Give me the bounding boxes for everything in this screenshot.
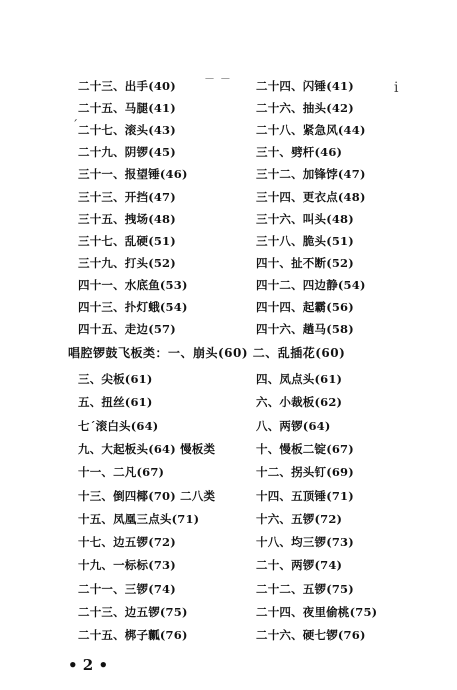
toc-entry: 十七、边五锣(72) xyxy=(78,535,176,550)
toc-entry: 二十四、夜里偷桃(75) xyxy=(256,605,378,619)
toc-entry: 二十八、紧急风(44) xyxy=(256,123,366,138)
toc-entry: 十六、五锣(72) xyxy=(256,511,343,526)
page-number: • 2 • xyxy=(68,656,109,674)
toc-entry: 四十二、四边静(54) xyxy=(256,277,366,292)
toc-entry: 六、小裁板(62) xyxy=(256,395,343,410)
toc-entry: 二十六、抽头(42) xyxy=(256,101,354,116)
toc-entry: 十一、二凡(67) xyxy=(78,465,165,480)
toc-entry: 三十八、脆头(51) xyxy=(256,233,354,248)
margin-mark: ⅰ xyxy=(394,80,399,96)
toc-entry: 三十九、打头(52) xyxy=(78,255,176,270)
toc-entry: 二十七、滚头(43) xyxy=(78,123,176,138)
toc-entry: 四、凤点头(61) xyxy=(256,372,343,386)
toc-entry: 四十一、水底鱼(53) xyxy=(78,277,188,292)
toc-entry: 三十三、开挡(47) xyxy=(78,189,176,204)
toc-entry: 十三、倒四椰(70) 二八类 xyxy=(78,488,216,503)
toc-entry: 三十六、叫头(48) xyxy=(256,211,354,226)
toc-entry: 三十五、拽场(48) xyxy=(78,211,176,226)
toc-entry: 二十二、五锣(75) xyxy=(256,581,354,596)
toc-entry: 二十、两锣(74) xyxy=(256,558,343,573)
header-dash: — — xyxy=(205,74,232,84)
toc-entry: 三十一、报望锤(46) xyxy=(78,167,188,182)
toc-entry: 二十九、阴锣(45) xyxy=(78,145,176,160)
toc-entry: 七ˊ滚白头(64) xyxy=(78,418,159,433)
section-header: 唱腔锣鼓飞板类：一、崩头(60) 二、乱插花(60) xyxy=(68,346,346,360)
toc-entry: 四十、扯不断(52) xyxy=(256,255,354,270)
toc-entry: 三、尖板(61) xyxy=(78,372,153,386)
toc-entry: 四十六、趟马(58) xyxy=(256,322,354,337)
margin-tick: ˊ xyxy=(72,118,78,132)
toc-entry: 四十四、起霸(56) xyxy=(256,300,354,314)
toc-entry: 十四、五顶锤(71) xyxy=(256,488,354,503)
toc-entry: 八、两锣(64) xyxy=(256,418,331,433)
toc-entry: 三十二、加锋饽(47) xyxy=(256,167,366,182)
toc-entry: 二十三、出手(40) xyxy=(78,79,176,93)
toc-entry: 二十一、三锣(74) xyxy=(78,581,176,596)
toc-entry: 二十五、马腿(41) xyxy=(78,101,176,116)
toc-entry: 五、扭丝(61) xyxy=(78,395,153,410)
toc-entry: 四十三、扑灯蛾(54) xyxy=(78,300,188,314)
toc-entry: 十二、拐头钉(69) xyxy=(256,465,354,480)
toc-entry: 十八、均三锣(73) xyxy=(256,535,354,550)
toc-entry: 二十四、闪锤(41) xyxy=(256,79,354,93)
toc-entry: 三十七、乱硬(51) xyxy=(78,233,176,248)
toc-entry: 二十三、边五锣(75) xyxy=(78,605,188,619)
toc-entry: 十、慢板二锭(67) xyxy=(256,441,354,456)
toc-entry: 二十六、硬七锣(76) xyxy=(256,628,366,643)
toc-entry: 四十五、走边(57) xyxy=(78,322,176,337)
toc-entry: 三十、劈杆(46) xyxy=(256,145,343,160)
toc-entry: 十五、凤凰三点头(71) xyxy=(78,511,200,526)
toc-entry: 三十四、更衣点(48) xyxy=(256,189,366,204)
toc-entry: 九、大起板头(64) 慢板类 xyxy=(78,441,216,456)
toc-entry: 二十五、梆子瓤(76) xyxy=(78,628,188,643)
toc-entry: 十九、一标标(73) xyxy=(78,558,176,573)
